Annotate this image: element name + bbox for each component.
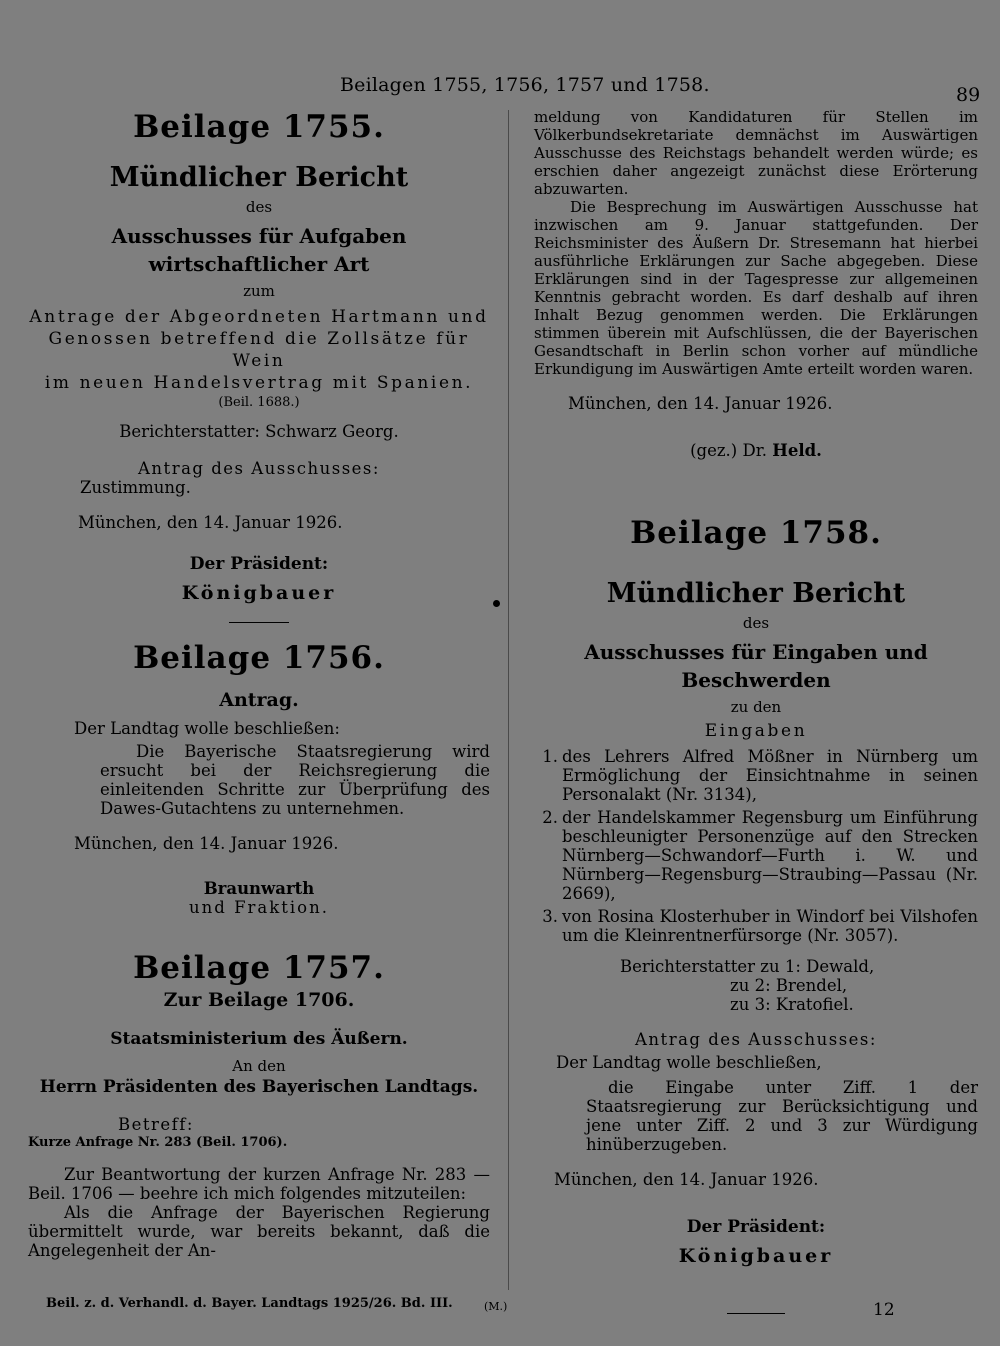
president-label: Der Präsident: (189, 554, 329, 574)
list-item: 3. von Rosina Klosterhuber in Windorf bei Vilshofen um die Kleinrentnerfürsorge (Nr. 3057). (542, 907, 978, 945)
zum-label: zum (243, 282, 275, 300)
beilage-1756 (28, 639, 490, 917)
reply-paragraph-2: Als die Anfrage der Bayerischen Regierung übermittelt wurde, war bereits bekannt, daß die Angelegenheit der An- (28, 1203, 490, 1260)
footer-printer-mark: (M.) (484, 1300, 508, 1313)
des-label: des (245, 198, 273, 216)
beilage-1757 (28, 949, 490, 1260)
right-column (534, 108, 978, 1314)
signer-name: Braunwarth (203, 879, 315, 898)
section-rule (727, 1313, 785, 1314)
eingaben-label: Eingaben (704, 721, 808, 741)
betreff-label: Betreff: (118, 1115, 194, 1134)
section-heading: Beilage 1758. (630, 515, 882, 551)
reply-paragraph-3: Die Besprechung im Auswärtigen Ausschusse hat inzwischen am 9. Januar stattgefunden. Der Reichsminister des Äußern Dr. Stresemann hat hierbei ausführliche Erklärungen zur Sache abgegeben. Diese Erklärungen sind in der Tagespresse zur allgemeinen Kenntnis gebracht worden. Es darf deshalb auf ihren Inhalt Bezug genommen werden. Die Erklärungen stimmen überein mit Aufschlüssen, die der Bayerischen Gesandtschaft in Berlin schon vorher auf mündliche Erkundigung im Auswärtigen Amte erteilt worden waren. (534, 198, 978, 378)
signer-party: und Fraktion. (189, 898, 329, 917)
section-rule (229, 622, 289, 623)
margin-dot (493, 600, 500, 607)
signature-name: Held. (772, 441, 822, 460)
date-line: München, den 14. Januar 1926. (568, 394, 833, 413)
signature (534, 441, 978, 460)
motion-intro: Der Landtag wolle beschließen, (556, 1053, 822, 1072)
president-label: Der Präsident: (686, 1217, 826, 1237)
motion-line-3: im neuen Handelsvertrag mit Spanien. (44, 373, 474, 393)
date-line: München, den 14. Januar 1926. (74, 834, 339, 853)
date-line: München, den 14. Januar 1926. (554, 1170, 819, 1189)
zu-den-label: zu den (730, 698, 782, 716)
motion-intro: Der Landtag wolle beschließen: (74, 719, 340, 738)
committee-motion-label: Antrag des Ausschusses: (635, 1030, 877, 1049)
signature-prefix: (gez.) Dr. (690, 441, 768, 460)
running-head: Beilagen 1755, 1756, 1757 und 1758. (340, 74, 710, 96)
motion-line-2: Genossen betreffend die Zollsätze für Wein (48, 329, 470, 371)
reporter: Berichterstatter: Schwarz Georg. (119, 422, 399, 441)
beilage-1755 (28, 108, 490, 623)
addressee: Herrn Präsidenten des Bayerischen Landtags. (39, 1077, 479, 1097)
betreff: Kurze Anfrage Nr. 283 (Beil. 1706). (28, 1135, 288, 1150)
reply-paragraph-2-continued: meldung von Kandidaturen für Stellen im Völkerbundsekretariate demnächst im Auswärtigen Ausschusse des Reichstags behandelt werden würde; es erschien daher angezeigt zunächst diese Erörterung abzuwarten. (534, 108, 978, 198)
ministry: Staatsministerium des Äußern. (110, 1029, 408, 1049)
motion-title: Antrag. (219, 689, 299, 711)
footer-sheet-number: 12 (873, 1300, 895, 1320)
des-label: des (742, 614, 770, 632)
president-name: Königbauer (181, 582, 337, 604)
committee-name: Ausschusses für Aufgaben wirtschaftlicher Art (111, 224, 407, 276)
beilage-1758 (534, 514, 978, 1314)
section-heading: Beilage 1755. (133, 109, 385, 145)
column-divider (508, 110, 509, 1290)
reporter-2: zu 2: Brendel, (730, 976, 848, 995)
reporter-1: Berichterstatter zu 1: Dewald, (620, 957, 875, 976)
list-item: 2. der Handelskammer Regensburg um Einführung beschleunigter Personenzüge auf den Strecken Nürnberg—Schwandorf—Furth i. W. und Nürnberg—Regensburg—Straubing—Passau (Nr. 2669), (542, 808, 978, 903)
date-line: München, den 14. Januar 1926. (78, 513, 343, 532)
page-number: 89 (956, 84, 981, 106)
an-den-label: An den (232, 1057, 286, 1075)
report-title: Mündlicher Bericht (109, 162, 409, 193)
reference: (Beil. 1688.) (218, 395, 300, 410)
sub-heading: Zur Beilage 1706. (163, 989, 355, 1011)
report-title: Mündlicher Bericht (606, 578, 906, 609)
reporter-3: zu 3: Kratofiel. (730, 995, 854, 1014)
motion-line-1: Antrage der Abgeordneten Hartmann und (29, 307, 489, 327)
section-heading: Beilage 1757. (133, 950, 385, 986)
beilage-1757-continued (534, 108, 978, 460)
president-name: Königbauer (678, 1245, 834, 1267)
reply-paragraph-1: Zur Beantwortung der kurzen Anfrage Nr. 283 — Beil. 1706 — beehre ich mich folgendes mitzuteilen: (28, 1165, 490, 1203)
committee-motion-label: Antrag des Ausschusses: (138, 459, 380, 478)
decision: Zustimmung. (80, 478, 191, 497)
footer-citation: Beil. z. d. Verhandl. d. Bayer. Landtags 1925/26. Bd. III. (46, 1296, 453, 1311)
left-column (28, 108, 490, 1260)
committee-name: Ausschusses für Eingaben und Beschwerden (584, 640, 928, 692)
petition-list (534, 747, 978, 945)
motion-body: Die Bayerische Staatsregierung wird ersucht bei der Reichsregierung die einleitenden Schritte zur Überprüfung des Dawes-Gutachtens zu unternehmen. (100, 742, 490, 818)
section-heading: Beilage 1756. (133, 640, 385, 676)
list-item: 1. des Lehrers Alfred Mößner in Nürnberg um Ermöglichung der Einsichtnahme in seinen Personalakt (Nr. 3134), (542, 747, 978, 804)
motion-body: die Eingabe unter Ziff. 1 der Staatsregierung zur Berücksichtigung und jene unter Ziff. 2 und 3 zur Würdigung hinüberzugeben. (586, 1078, 978, 1154)
